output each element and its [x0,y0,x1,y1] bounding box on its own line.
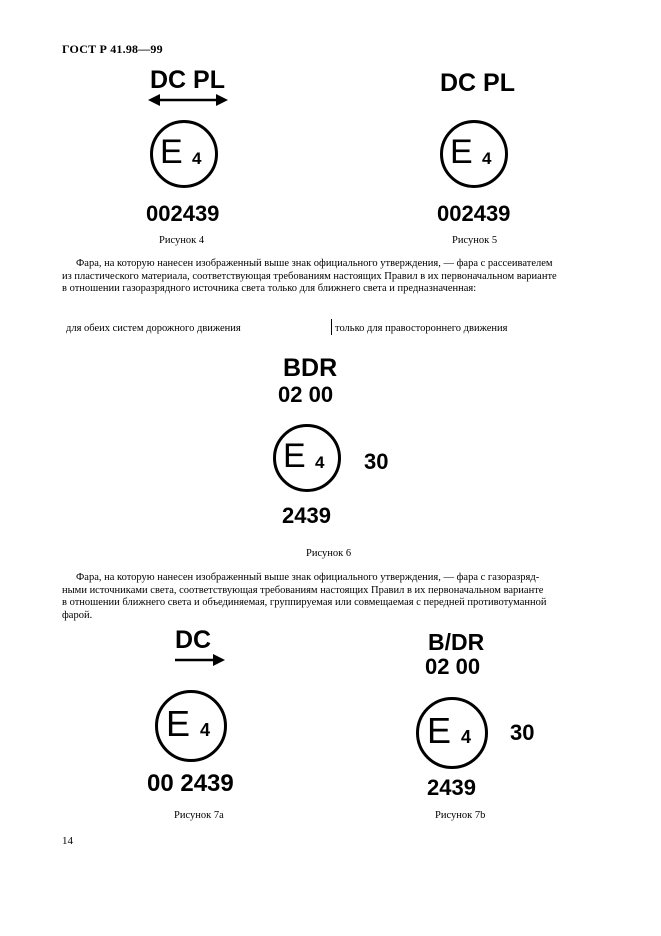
paragraph-2-line: Фара, на которую нанесен изображенный выше знак официального утверждения, — фара с газоразряд- [76,572,540,583]
fig7b-approval-number: 2439 [427,775,476,800]
fig7a-approval-number: 00 2439 [147,770,234,797]
paragraph-1-line: Фара, на которую нанесен изображенный выше знак официального утверждения, — фара с рассеивателем [76,258,553,269]
fig6-approval-letter: E [283,437,306,475]
fig6-country-number: 4 [315,453,325,472]
paragraph-2-line: фарой. [62,609,93,621]
paragraph-1-line: из пластического материала, соответствующая требованиям настоящих Правил в их первоначальном варианте [62,270,557,282]
fig7a-approval-letter: E [166,703,191,744]
fig7a-right-arrow-icon [175,653,225,667]
fig5-approval-number: 002439 [437,201,511,226]
traffic-divider [331,319,332,335]
fig7a-caption: Рисунок 7а [174,810,224,821]
fig5-caption: Рисунок 5 [452,235,498,246]
fig7b-approval-letter: E [427,710,452,751]
paragraph-2-line: в отношении ближнего света и объединяемая, группируемая или совмещаемая с передней противотуманной [62,597,547,609]
fig5-top-label: DC PL [440,69,515,97]
fig4-approval-letter: E [160,133,183,171]
page-number: 14 [62,835,73,847]
fig6-top-label: BDR [283,354,338,382]
fig4-caption: Рисунок 4 [159,235,205,246]
fig4-top-label: DC PL [150,66,225,94]
fig5-country-number: 4 [482,149,492,168]
fig5-approval-letter: E [450,133,473,171]
fig6-caption: Рисунок 6 [306,548,352,559]
fig7b-top-label: B/DR [428,629,485,655]
fig6-side-number: 30 [364,449,389,474]
fig6-series: 02 00 [278,382,334,407]
fig7b-side-number: 30 [510,720,535,745]
fig7a-country-number: 4 [200,720,211,740]
fig4-country-number: 4 [192,149,202,168]
document-code-header: ГОСТ Р 41.98—99 [62,42,163,56]
paragraph-2 [62,572,600,622]
fig4-double-arrow-icon [148,93,228,107]
fig7b-caption: Рисунок 7b [435,810,486,821]
paragraph-2-line: ными источниками света, соответствующая требованиям настоящих Правил в их первоначальном варианте [62,584,544,596]
fig7b-series: 02 00 [425,654,481,679]
fig4-approval-number: 002439 [146,201,220,226]
fig6-approval-number: 2439 [282,503,331,528]
fig7b-country-number: 4 [461,727,472,747]
paragraph-1-line: в отношении газоразрядного источника света только для ближнего света и предназначенная: [62,283,477,295]
fig7a-top-label: DC [175,626,212,654]
traffic-option-both: для обеих систем дорожного движения [66,323,241,334]
paragraph-1 [62,258,600,296]
traffic-option-right: только для правостороннего движения [335,323,508,334]
